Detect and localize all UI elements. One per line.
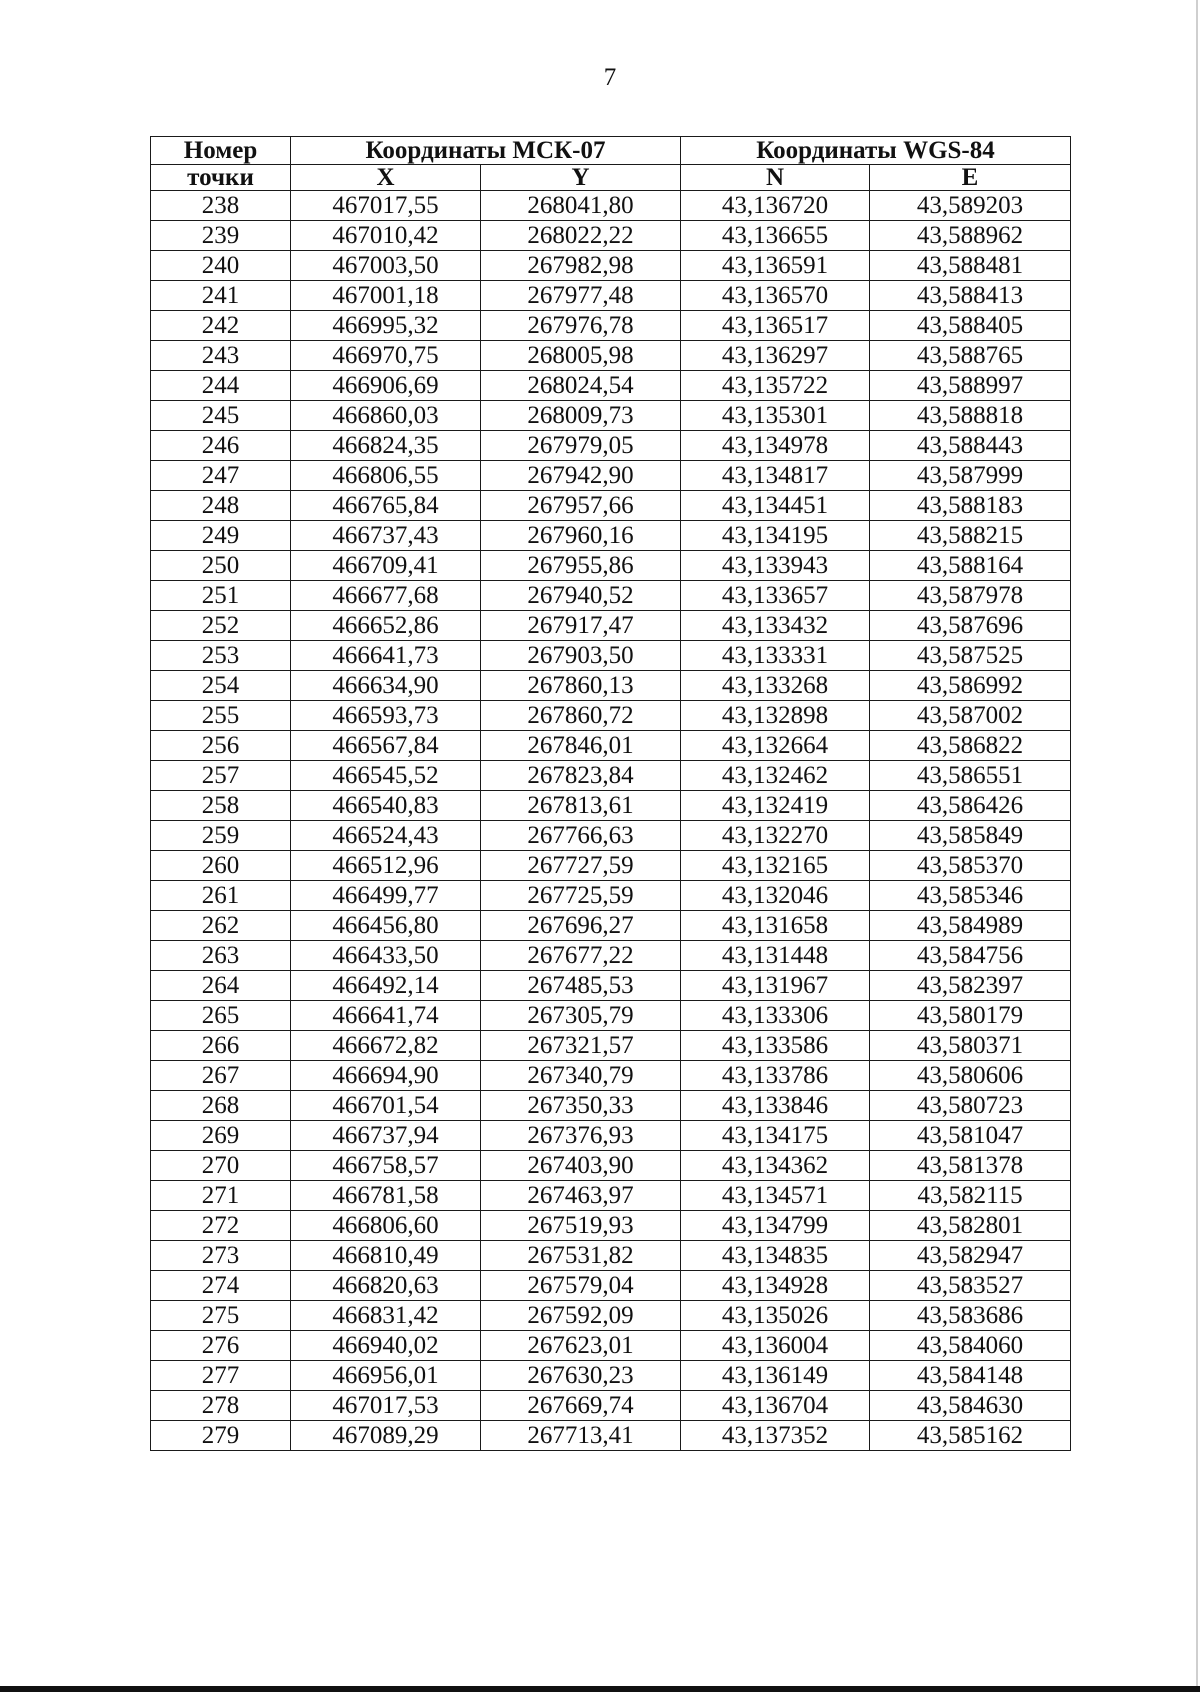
table-row xyxy=(151,401,1071,431)
cell-msk-x: 466641,73 xyxy=(291,641,481,671)
cell-wgs-e: 43,589203 xyxy=(870,191,1071,221)
cell-msk-x: 466672,82 xyxy=(291,1031,481,1061)
cell-wgs-e: 43,582801 xyxy=(870,1211,1071,1241)
cell-msk-y: 267860,13 xyxy=(481,671,681,701)
cell-msk-y: 267766,63 xyxy=(481,821,681,851)
scan-bottom-border xyxy=(0,1686,1200,1692)
cell-wgs-e: 43,584630 xyxy=(870,1391,1071,1421)
table-row xyxy=(151,1241,1071,1271)
cell-msk-y: 267579,04 xyxy=(481,1271,681,1301)
table-row xyxy=(151,551,1071,581)
cell-msk-x: 466524,43 xyxy=(291,821,481,851)
cell-msk-y: 268041,80 xyxy=(481,191,681,221)
table-row xyxy=(151,1421,1071,1451)
cell-wgs-e: 43,588997 xyxy=(870,371,1071,401)
header-point-number-cont: точки xyxy=(151,165,291,191)
cell-msk-y: 267623,01 xyxy=(481,1331,681,1361)
cell-point-number: 244 xyxy=(151,371,291,401)
cell-point-number: 262 xyxy=(151,911,291,941)
cell-wgs-n: 43,136655 xyxy=(681,221,870,251)
cell-msk-y: 267677,22 xyxy=(481,941,681,971)
cell-msk-y: 267955,86 xyxy=(481,551,681,581)
table-row xyxy=(151,371,1071,401)
cell-point-number: 239 xyxy=(151,221,291,251)
header-point-number: Номер xyxy=(151,137,291,165)
cell-wgs-e: 43,582115 xyxy=(870,1181,1071,1211)
table-row xyxy=(151,611,1071,641)
cell-msk-y: 267376,93 xyxy=(481,1121,681,1151)
table-row xyxy=(151,911,1071,941)
cell-msk-y: 267960,16 xyxy=(481,521,681,551)
cell-msk-x: 466540,83 xyxy=(291,791,481,821)
cell-msk-x: 466806,55 xyxy=(291,461,481,491)
cell-wgs-n: 43,133943 xyxy=(681,551,870,581)
cell-msk-x: 466567,84 xyxy=(291,731,481,761)
cell-wgs-e: 43,584148 xyxy=(870,1361,1071,1391)
cell-wgs-e: 43,586426 xyxy=(870,791,1071,821)
cell-point-number: 250 xyxy=(151,551,291,581)
cell-wgs-n: 43,132046 xyxy=(681,881,870,911)
cell-msk-y: 267403,90 xyxy=(481,1151,681,1181)
cell-msk-y: 268009,73 xyxy=(481,401,681,431)
table-row xyxy=(151,1361,1071,1391)
table-row xyxy=(151,761,1071,791)
cell-msk-y: 267860,72 xyxy=(481,701,681,731)
cell-wgs-n: 43,135026 xyxy=(681,1301,870,1331)
cell-wgs-e: 43,588481 xyxy=(870,251,1071,281)
cell-msk-x: 466694,90 xyxy=(291,1061,481,1091)
table-row xyxy=(151,821,1071,851)
cell-wgs-n: 43,131967 xyxy=(681,971,870,1001)
cell-msk-y: 267485,53 xyxy=(481,971,681,1001)
cell-wgs-n: 43,136704 xyxy=(681,1391,870,1421)
cell-wgs-e: 43,586822 xyxy=(870,731,1071,761)
cell-msk-x: 466737,43 xyxy=(291,521,481,551)
table-row xyxy=(151,1061,1071,1091)
cell-point-number: 266 xyxy=(151,1031,291,1061)
cell-point-number: 241 xyxy=(151,281,291,311)
cell-point-number: 259 xyxy=(151,821,291,851)
cell-msk-y: 267846,01 xyxy=(481,731,681,761)
cell-wgs-n: 43,136720 xyxy=(681,191,870,221)
cell-point-number: 261 xyxy=(151,881,291,911)
cell-msk-x: 466831,42 xyxy=(291,1301,481,1331)
table-row xyxy=(151,581,1071,611)
cell-msk-y: 268024,54 xyxy=(481,371,681,401)
table-row xyxy=(151,1331,1071,1361)
cell-wgs-n: 43,134571 xyxy=(681,1181,870,1211)
table-row xyxy=(151,191,1071,221)
cell-msk-y: 267940,52 xyxy=(481,581,681,611)
cell-wgs-n: 43,136517 xyxy=(681,311,870,341)
cell-wgs-n: 43,133657 xyxy=(681,581,870,611)
cell-msk-y: 267519,93 xyxy=(481,1211,681,1241)
cell-point-number: 252 xyxy=(151,611,291,641)
cell-wgs-n: 43,132898 xyxy=(681,701,870,731)
cell-msk-x: 467089,29 xyxy=(291,1421,481,1451)
cell-wgs-e: 43,583527 xyxy=(870,1271,1071,1301)
cell-msk-y: 267903,50 xyxy=(481,641,681,671)
cell-point-number: 263 xyxy=(151,941,291,971)
table-row xyxy=(151,881,1071,911)
header-n: N xyxy=(681,165,870,191)
cell-wgs-n: 43,134799 xyxy=(681,1211,870,1241)
table-row xyxy=(151,791,1071,821)
cell-msk-y: 267976,78 xyxy=(481,311,681,341)
cell-msk-y: 267823,84 xyxy=(481,761,681,791)
table-row xyxy=(151,431,1071,461)
cell-wgs-e: 43,588164 xyxy=(870,551,1071,581)
cell-point-number: 254 xyxy=(151,671,291,701)
scan-edge xyxy=(1196,0,1198,1692)
table-row xyxy=(151,281,1071,311)
cell-msk-x: 466860,03 xyxy=(291,401,481,431)
cell-wgs-e: 43,585370 xyxy=(870,851,1071,881)
cell-msk-x: 466492,14 xyxy=(291,971,481,1001)
cell-point-number: 257 xyxy=(151,761,291,791)
cell-point-number: 246 xyxy=(151,431,291,461)
table-row xyxy=(151,641,1071,671)
cell-msk-y: 267982,98 xyxy=(481,251,681,281)
cell-msk-x: 466995,32 xyxy=(291,311,481,341)
cell-wgs-e: 43,585346 xyxy=(870,881,1071,911)
table-row xyxy=(151,341,1071,371)
cell-point-number: 242 xyxy=(151,311,291,341)
cell-msk-x: 466906,69 xyxy=(291,371,481,401)
cell-wgs-n: 43,132462 xyxy=(681,761,870,791)
cell-wgs-n: 43,132270 xyxy=(681,821,870,851)
cell-wgs-e: 43,588405 xyxy=(870,311,1071,341)
cell-wgs-n: 43,133786 xyxy=(681,1061,870,1091)
cell-msk-y: 267669,74 xyxy=(481,1391,681,1421)
cell-point-number: 268 xyxy=(151,1091,291,1121)
cell-wgs-n: 43,134451 xyxy=(681,491,870,521)
cell-point-number: 272 xyxy=(151,1211,291,1241)
cell-msk-x: 466652,86 xyxy=(291,611,481,641)
cell-wgs-n: 43,133846 xyxy=(681,1091,870,1121)
cell-point-number: 269 xyxy=(151,1121,291,1151)
cell-msk-y: 267305,79 xyxy=(481,1001,681,1031)
cell-wgs-n: 43,133306 xyxy=(681,1001,870,1031)
table-row xyxy=(151,251,1071,281)
cell-wgs-e: 43,588215 xyxy=(870,521,1071,551)
cell-point-number: 243 xyxy=(151,341,291,371)
cell-msk-x: 466810,49 xyxy=(291,1241,481,1271)
cell-point-number: 264 xyxy=(151,971,291,1001)
cell-msk-x: 466709,41 xyxy=(291,551,481,581)
cell-msk-x: 467017,53 xyxy=(291,1391,481,1421)
cell-wgs-e: 43,588183 xyxy=(870,491,1071,521)
table-row xyxy=(151,1391,1071,1421)
cell-point-number: 248 xyxy=(151,491,291,521)
cell-wgs-e: 43,580371 xyxy=(870,1031,1071,1061)
cell-msk-y: 267350,33 xyxy=(481,1091,681,1121)
table-row xyxy=(151,1211,1071,1241)
cell-msk-x: 466545,52 xyxy=(291,761,481,791)
cell-point-number: 260 xyxy=(151,851,291,881)
cell-point-number: 245 xyxy=(151,401,291,431)
cell-msk-x: 467001,18 xyxy=(291,281,481,311)
cell-point-number: 258 xyxy=(151,791,291,821)
header-wgs84-group: Координаты WGS-84 xyxy=(681,137,1071,165)
cell-wgs-e: 43,581378 xyxy=(870,1151,1071,1181)
cell-wgs-n: 43,133586 xyxy=(681,1031,870,1061)
cell-wgs-n: 43,134817 xyxy=(681,461,870,491)
cell-msk-x: 467010,42 xyxy=(291,221,481,251)
cell-msk-x: 467003,50 xyxy=(291,251,481,281)
table-row xyxy=(151,671,1071,701)
cell-msk-y: 267696,27 xyxy=(481,911,681,941)
cell-wgs-n: 43,133268 xyxy=(681,671,870,701)
cell-wgs-e: 43,588818 xyxy=(870,401,1071,431)
cell-wgs-e: 43,587999 xyxy=(870,461,1071,491)
cell-wgs-e: 43,581047 xyxy=(870,1121,1071,1151)
table-row xyxy=(151,1271,1071,1301)
cell-msk-y: 267592,09 xyxy=(481,1301,681,1331)
cell-msk-x: 466634,90 xyxy=(291,671,481,701)
cell-msk-x: 466512,96 xyxy=(291,851,481,881)
cell-wgs-e: 43,580606 xyxy=(870,1061,1071,1091)
cell-wgs-e: 43,585162 xyxy=(870,1421,1071,1451)
table-row xyxy=(151,851,1071,881)
cell-msk-x: 466820,63 xyxy=(291,1271,481,1301)
cell-msk-y: 267463,97 xyxy=(481,1181,681,1211)
cell-wgs-e: 43,587002 xyxy=(870,701,1071,731)
cell-wgs-e: 43,587978 xyxy=(870,581,1071,611)
table-row xyxy=(151,731,1071,761)
cell-wgs-n: 43,136591 xyxy=(681,251,870,281)
table-row xyxy=(151,971,1071,1001)
cell-msk-x: 466806,60 xyxy=(291,1211,481,1241)
cell-point-number: 277 xyxy=(151,1361,291,1391)
cell-point-number: 255 xyxy=(151,701,291,731)
cell-wgs-e: 43,588443 xyxy=(870,431,1071,461)
cell-point-number: 276 xyxy=(151,1331,291,1361)
table-row xyxy=(151,521,1071,551)
cell-msk-x: 466677,68 xyxy=(291,581,481,611)
cell-msk-x: 467017,55 xyxy=(291,191,481,221)
cell-point-number: 270 xyxy=(151,1151,291,1181)
table-row xyxy=(151,1181,1071,1211)
cell-point-number: 249 xyxy=(151,521,291,551)
cell-point-number: 278 xyxy=(151,1391,291,1421)
cell-msk-y: 267942,90 xyxy=(481,461,681,491)
cell-wgs-e: 43,587525 xyxy=(870,641,1071,671)
cell-wgs-e: 43,585849 xyxy=(870,821,1071,851)
cell-msk-x: 466701,54 xyxy=(291,1091,481,1121)
cell-msk-y: 267321,57 xyxy=(481,1031,681,1061)
table-row xyxy=(151,221,1071,251)
table-row xyxy=(151,461,1071,491)
cell-wgs-n: 43,136004 xyxy=(681,1331,870,1361)
table-row xyxy=(151,1121,1071,1151)
cell-point-number: 273 xyxy=(151,1241,291,1271)
cell-point-number: 238 xyxy=(151,191,291,221)
cell-wgs-e: 43,588962 xyxy=(870,221,1071,251)
cell-wgs-n: 43,134362 xyxy=(681,1151,870,1181)
table-row xyxy=(151,1151,1071,1181)
cell-point-number: 256 xyxy=(151,731,291,761)
cell-wgs-n: 43,136297 xyxy=(681,341,870,371)
table-row xyxy=(151,1301,1071,1331)
page-number: 7 xyxy=(603,64,617,91)
cell-wgs-e: 43,586551 xyxy=(870,761,1071,791)
cell-wgs-e: 43,583686 xyxy=(870,1301,1071,1331)
cell-msk-y: 267340,79 xyxy=(481,1061,681,1091)
table-row xyxy=(151,701,1071,731)
cell-msk-y: 267813,61 xyxy=(481,791,681,821)
cell-point-number: 240 xyxy=(151,251,291,281)
cell-wgs-n: 43,134978 xyxy=(681,431,870,461)
cell-msk-x: 466641,74 xyxy=(291,1001,481,1031)
coordinates-table xyxy=(150,136,1071,1451)
cell-wgs-n: 43,136149 xyxy=(681,1361,870,1391)
cell-msk-x: 466737,94 xyxy=(291,1121,481,1151)
cell-msk-y: 267977,48 xyxy=(481,281,681,311)
cell-point-number: 247 xyxy=(151,461,291,491)
cell-wgs-n: 43,132165 xyxy=(681,851,870,881)
table-row xyxy=(151,311,1071,341)
cell-msk-y: 267713,41 xyxy=(481,1421,681,1451)
table-row xyxy=(151,1001,1071,1031)
header-x: X xyxy=(291,165,481,191)
table-row xyxy=(151,491,1071,521)
cell-msk-x: 466940,02 xyxy=(291,1331,481,1361)
cell-point-number: 279 xyxy=(151,1421,291,1451)
cell-msk-y: 267531,82 xyxy=(481,1241,681,1271)
cell-wgs-n: 43,131658 xyxy=(681,911,870,941)
cell-msk-y: 267725,59 xyxy=(481,881,681,911)
cell-msk-x: 466593,73 xyxy=(291,701,481,731)
header-row-group xyxy=(151,137,1071,165)
cell-msk-x: 466758,57 xyxy=(291,1151,481,1181)
cell-wgs-e: 43,587696 xyxy=(870,611,1071,641)
cell-wgs-e: 43,582397 xyxy=(870,971,1071,1001)
cell-msk-y: 268005,98 xyxy=(481,341,681,371)
cell-msk-x: 466824,35 xyxy=(291,431,481,461)
header-e: E xyxy=(870,165,1071,191)
cell-msk-x: 466765,84 xyxy=(291,491,481,521)
cell-wgs-n: 43,135301 xyxy=(681,401,870,431)
cell-wgs-e: 43,586992 xyxy=(870,671,1071,701)
cell-wgs-e: 43,588413 xyxy=(870,281,1071,311)
cell-wgs-e: 43,580723 xyxy=(870,1091,1071,1121)
cell-wgs-n: 43,131448 xyxy=(681,941,870,971)
cell-wgs-n: 43,133331 xyxy=(681,641,870,671)
table-row xyxy=(151,1091,1071,1121)
cell-wgs-e: 43,582947 xyxy=(870,1241,1071,1271)
cell-msk-y: 268022,22 xyxy=(481,221,681,251)
cell-point-number: 267 xyxy=(151,1061,291,1091)
cell-msk-x: 466956,01 xyxy=(291,1361,481,1391)
cell-wgs-n: 43,134195 xyxy=(681,521,870,551)
cell-wgs-n: 43,135722 xyxy=(681,371,870,401)
header-row-axes xyxy=(151,165,1071,191)
cell-msk-y: 267957,66 xyxy=(481,491,681,521)
cell-wgs-e: 43,584060 xyxy=(870,1331,1071,1361)
cell-msk-x: 466456,80 xyxy=(291,911,481,941)
table-row xyxy=(151,941,1071,971)
cell-point-number: 251 xyxy=(151,581,291,611)
cell-point-number: 253 xyxy=(151,641,291,671)
header-msk07-group: Координаты МСК-07 xyxy=(291,137,681,165)
coordinates-body xyxy=(151,191,1071,1451)
cell-wgs-n: 43,137352 xyxy=(681,1421,870,1451)
header-y: Y xyxy=(481,165,681,191)
cell-wgs-n: 43,132664 xyxy=(681,731,870,761)
cell-wgs-e: 43,584756 xyxy=(870,941,1071,971)
cell-msk-x: 466433,50 xyxy=(291,941,481,971)
cell-wgs-n: 43,136570 xyxy=(681,281,870,311)
cell-msk-y: 267979,05 xyxy=(481,431,681,461)
cell-wgs-n: 43,133432 xyxy=(681,611,870,641)
cell-wgs-e: 43,584989 xyxy=(870,911,1071,941)
cell-wgs-e: 43,588765 xyxy=(870,341,1071,371)
cell-msk-x: 466970,75 xyxy=(291,341,481,371)
cell-wgs-e: 43,580179 xyxy=(870,1001,1071,1031)
cell-wgs-n: 43,134175 xyxy=(681,1121,870,1151)
cell-point-number: 265 xyxy=(151,1001,291,1031)
table-row xyxy=(151,1031,1071,1061)
cell-wgs-n: 43,134835 xyxy=(681,1241,870,1271)
cell-msk-y: 267727,59 xyxy=(481,851,681,881)
cell-msk-x: 466781,58 xyxy=(291,1181,481,1211)
cell-wgs-n: 43,132419 xyxy=(681,791,870,821)
cell-point-number: 271 xyxy=(151,1181,291,1211)
cell-point-number: 274 xyxy=(151,1271,291,1301)
cell-msk-y: 267917,47 xyxy=(481,611,681,641)
cell-wgs-n: 43,134928 xyxy=(681,1271,870,1301)
cell-msk-y: 267630,23 xyxy=(481,1361,681,1391)
cell-point-number: 275 xyxy=(151,1301,291,1331)
cell-msk-x: 466499,77 xyxy=(291,881,481,911)
